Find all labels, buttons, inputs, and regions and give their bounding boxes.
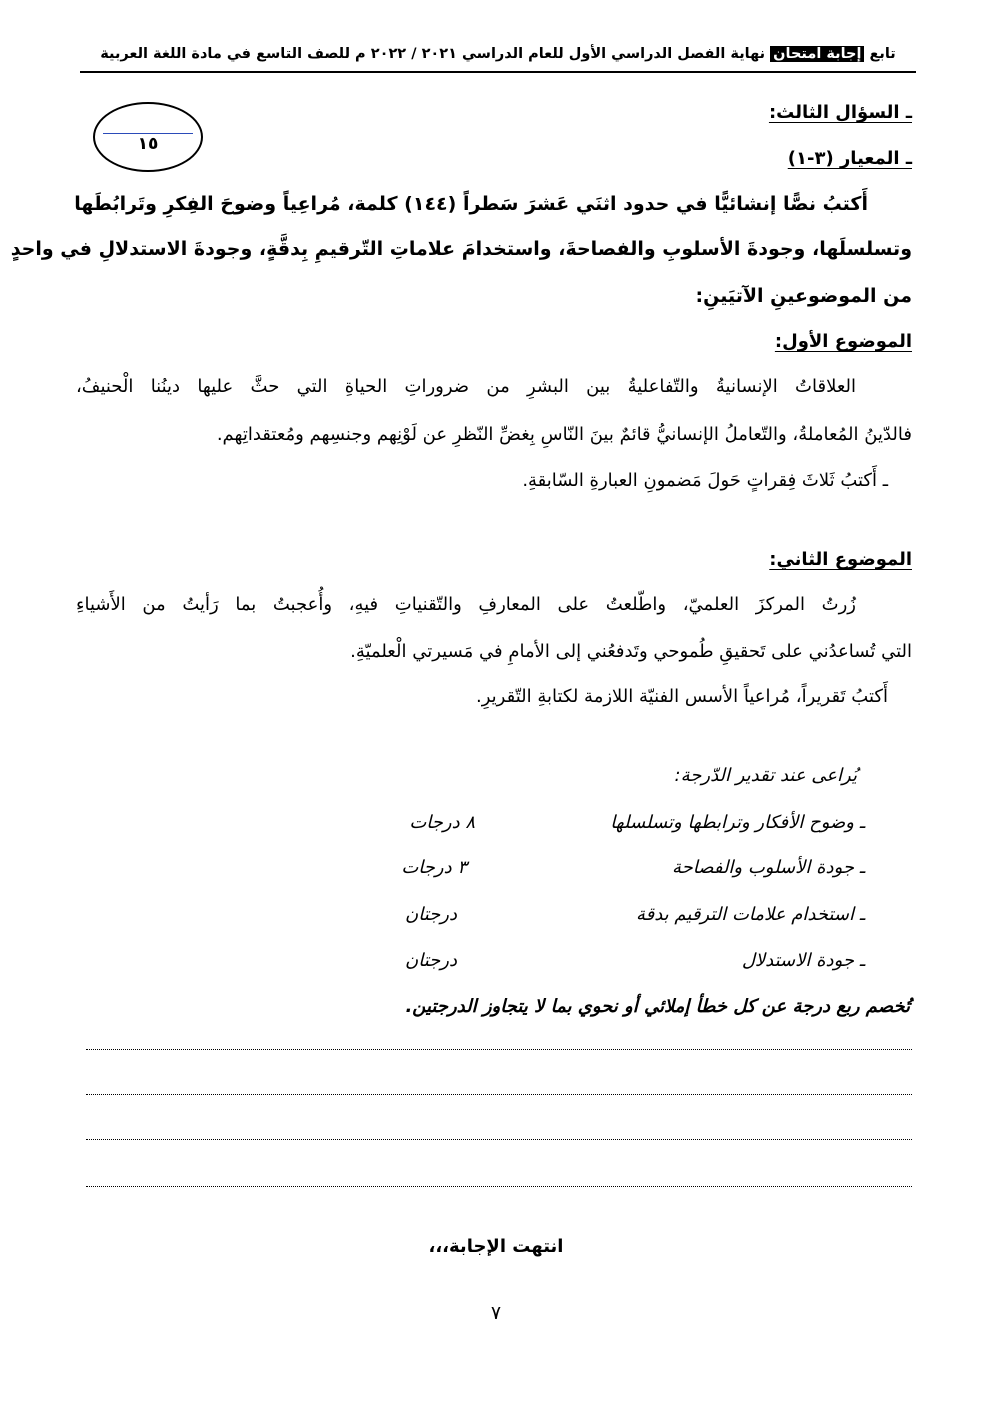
topic1-task: ـ أَكتبُ ثَلاثَ فِقراتٍ حَولَ مَضمونِ العبارةِ السّابقةِ. (522, 470, 888, 491)
criterion-row-3-value: درجتان (405, 904, 457, 925)
deduction-note: تُخصم ربع درجة عن كل خطأ إملائي أو نحوي بما لا يتجاوز الدرجتين. (405, 996, 910, 1017)
question-title: ـ السؤال الثالث: (768, 102, 912, 123)
topic2-line-1: زُرتُ المركزَ العلميّ، واطّلعتُ على المعارفِ والتّقنياتِ فيهِ، وأُعجبتُ بما رَأيتُ من الأَشياءِ (76, 594, 856, 615)
header-title: نهاية الفصل الدراسي الأول للعام الدراسي ٢٠٢١ / ٢٠٢٢ م للصف التاسع في مادة اللغة العربية (100, 46, 766, 62)
criterion-row-4-value: درجتان (405, 950, 457, 971)
header-prefix: تابع (869, 46, 896, 62)
criterion-row-4-label: ـ جودة الاستدلال (741, 950, 865, 971)
answer-line-2 (86, 1094, 912, 1095)
topic2-line-2: التي تُساعدُني على تَحقيقِ طُموحي وتَدفعُني إلى الأمامِ في مَسيرتي الْعلميّةِ. (350, 641, 912, 662)
header-highlight: إجابة امتحان (770, 46, 864, 62)
criterion-row-3-label: ـ استخدام علامات الترقيم بدقة (635, 904, 865, 925)
page-number: ٧ (490, 1302, 502, 1324)
answer-line-4 (86, 1186, 912, 1187)
criterion-row-2-label: ـ جودة الأسلوب والفصاحة (671, 857, 865, 878)
score-value: ١٥ (137, 134, 159, 154)
answer-line-3 (86, 1139, 912, 1140)
instructions-line-1: أَكتبُ نصًّا إنشائيًّا في حدود اثنَي عَشرَ سَطراً (١٤٤) كلمة، مُراعِياً وضوحَ الفِكرِ وتَرابُطَها (74, 193, 868, 215)
topic1-line-2: فالدّينُ المُعاملةُ، والتّعاملُ الإنسانيُّ قائمٌ بينَ النّاسِ بِغضِّ النّظرِ عن لَوْنِهم وجنسِهم ومُعتقداتِهم. (216, 424, 912, 445)
instructions-line-3: من الموضوعينِ الآتيَينِ: (695, 285, 912, 307)
criterion-row-1-value: ٨ درجات (409, 812, 475, 833)
criterion-label: ـ المعيار (٣-١) (787, 148, 912, 169)
header-divider (80, 71, 916, 73)
grading-title: يُراعى عند تقدير الدّرجة: (674, 765, 857, 786)
criterion-row-2-value: ٣ درجات (401, 857, 467, 878)
end-of-answers: انتهت الإجابة،،، (428, 1236, 564, 1257)
criterion-row-1-label: ـ وضوح الأفكار وترابطها وتسلسلها (610, 812, 865, 833)
instructions-line-2: وتسلسلَها، وجودةَ الأسلوبِ والفصاحةَ، واستخدامَ علاماتِ التّرقيمِ بِدقَّةٍ، وجودةَ الاستدلالِ في واحدٍ (10, 238, 912, 260)
topic2-task: أَكتبُ تَقريراً، مُراعياً الأسس الفنيّة اللازمة لكتابةِ التّقريرِ. (476, 686, 888, 707)
topic1-title: الموضوع الأول: (774, 331, 912, 352)
topic2-title: الموضوع الثاني: (769, 549, 912, 570)
topic1-line-1: العلاقاتُ الإنسانيةُ والتّفاعليةُ بين البشرِ من ضروراتِ الحياةِ التي حثَّ عليها دينُنا الْحنيفُ، (76, 376, 856, 397)
answer-line-1 (86, 1049, 912, 1050)
page-header (80, 46, 916, 62)
